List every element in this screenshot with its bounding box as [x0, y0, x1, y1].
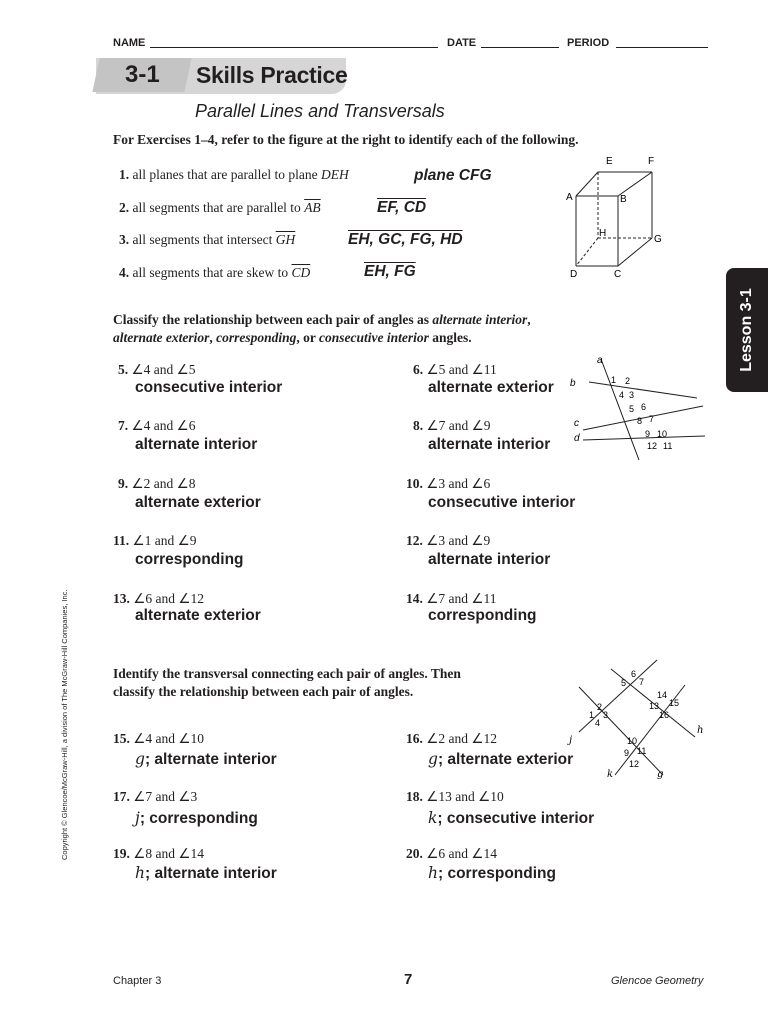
exercise-12: 12. ∠3 and ∠9 — [406, 533, 491, 548]
exercise-2: 2. all segments that are parallel to $\overline{AB}$ — [119, 200, 321, 215]
answer-18: k; consecutive interior — [428, 809, 595, 827]
exercise-19: 19. ∠8 and ∠14 — [113, 846, 204, 861]
page-title: Skills Practice — [196, 62, 348, 88]
svg-text:14: 14 — [657, 690, 668, 700]
exercise-17: 17. ∠7 and ∠3 — [113, 789, 198, 804]
answer-5: consecutive interior — [135, 379, 283, 396]
footer-book: Glencoe Geometry — [611, 975, 704, 987]
label-g: g — [657, 769, 664, 780]
label-j: j — [569, 735, 573, 746]
svg-text:7: 7 — [649, 414, 655, 424]
lesson-number-badge — [92, 58, 191, 92]
answer-20: h; corresponding — [428, 864, 556, 882]
exercise-1: 1. all planes that are parallel to plane DEH — [119, 167, 349, 182]
exercise-10: 10. ∠3 and ∠6 — [406, 476, 491, 491]
svg-text:15: 15 — [669, 698, 680, 708]
answer-11: corresponding — [135, 551, 244, 568]
label-C: C — [614, 269, 622, 280]
exercise-13: 13. ∠6 and ∠12 — [113, 591, 204, 606]
period-line — [616, 47, 708, 48]
answer-2: EF, CD — [377, 199, 427, 216]
svg-text:2: 2 — [625, 376, 631, 386]
exercise-14: 14. ∠7 and ∠11 — [406, 591, 497, 606]
svg-text:5: 5 — [621, 678, 627, 688]
svg-text:12: 12 — [629, 759, 640, 769]
name-line — [150, 47, 438, 48]
label-H: H — [599, 228, 607, 239]
date-line — [481, 47, 559, 48]
svg-text:2: 2 — [597, 702, 603, 712]
answer-14: corresponding — [428, 607, 537, 624]
answer-7: alternate interior — [135, 436, 258, 453]
exercise-6: 6. ∠5 and ∠11 — [413, 362, 497, 377]
section3-instruction: Identify the transversal connecting each pair of angles. Then classify the relationship between each pair of angles. — [113, 666, 461, 699]
svg-text:9: 9 — [645, 429, 651, 439]
answer-17: j; corresponding — [135, 809, 258, 827]
svg-text:16: 16 — [659, 710, 670, 720]
answer-19: h; alternate interior — [135, 864, 277, 882]
name-label: NAME — [113, 37, 146, 49]
svg-text:10: 10 — [627, 736, 638, 746]
exercise-7: 7. ∠4 and ∠6 — [118, 418, 196, 433]
label-E: E — [606, 156, 613, 167]
section2-instruction: Classify the relationship between each pair of angles as alternate interior, alternate exterior, corresponding, or consecutive interior angles. — [113, 312, 531, 345]
svg-text:9: 9 — [624, 748, 630, 758]
exercise-4: 4. all segments that are skew to $\overline{CD}$ — [119, 265, 311, 280]
answer-9: alternate exterior — [135, 494, 261, 511]
lesson-tab-label: Lesson 3-1 — [738, 288, 755, 372]
answer-13: alternate exterior — [135, 607, 261, 624]
answer-12: alternate interior — [428, 551, 551, 568]
copyright: Copyright © Glencoe/McGraw-Hill, a division of The McGraw-Hill Companies, Inc. — [60, 589, 69, 860]
svg-text:10: 10 — [657, 429, 668, 439]
lesson-tab-label-wrap — [726, 268, 768, 392]
transversal-grid-figure — [565, 655, 715, 785]
label-h: h — [697, 725, 704, 736]
exercise-8: 8. ∠7 and ∠9 — [413, 418, 491, 433]
label-A: A — [566, 192, 573, 203]
svg-text:6: 6 — [641, 402, 647, 412]
label-a: a — [597, 355, 603, 366]
svg-text:1: 1 — [589, 710, 595, 720]
answer-4: EH, FG — [364, 263, 416, 280]
answer-16: g; alternate exterior — [428, 750, 574, 768]
svg-text:8: 8 — [637, 416, 643, 426]
label-D: D — [570, 269, 578, 280]
exercise-18: 18. ∠13 and ∠10 — [406, 789, 504, 804]
label-k: k — [607, 769, 614, 780]
svg-text:4: 4 — [619, 390, 625, 400]
prism-figure — [560, 150, 680, 280]
exercise-15: 15. ∠4 and ∠10 — [113, 731, 204, 746]
label-b: b — [570, 378, 576, 389]
parallel-lines-figure — [565, 350, 715, 465]
svg-text:6: 6 — [631, 669, 637, 679]
svg-text:11: 11 — [663, 441, 673, 451]
period-label: PERIOD — [567, 37, 610, 49]
label-G: G — [654, 234, 662, 245]
svg-text:12: 12 — [647, 441, 658, 451]
date-label: DATE — [447, 37, 477, 49]
svg-text:1: 1 — [611, 375, 617, 385]
label-B: B — [620, 194, 627, 205]
answer-1: plane CFG — [414, 167, 492, 184]
exercise-20: 20. ∠6 and ∠14 — [406, 846, 497, 861]
lesson-number: 3-1 — [124, 61, 160, 88]
svg-text:3: 3 — [629, 390, 635, 400]
page-number: 7 — [404, 971, 413, 988]
svg-text:4: 4 — [595, 718, 601, 728]
label-F: F — [648, 156, 655, 167]
svg-text:11: 11 — [637, 746, 647, 756]
label-d: d — [574, 433, 580, 444]
answer-10: consecutive interior — [428, 494, 576, 511]
svg-text:7: 7 — [639, 677, 645, 687]
exercise-5: 5. ∠4 and ∠5 — [118, 362, 196, 377]
svg-text:13: 13 — [649, 701, 660, 711]
page-subtitle: Parallel Lines and Transversals — [195, 101, 445, 121]
label-c: c — [574, 418, 579, 429]
answer-15: g; alternate interior — [135, 750, 277, 768]
svg-text:5: 5 — [629, 404, 635, 414]
exercise-16: 16. ∠2 and ∠12 — [406, 731, 497, 746]
exercise-11: 11. ∠1 and ∠9 — [113, 533, 197, 548]
footer-chapter: Chapter 3 — [113, 975, 162, 987]
svg-text:3: 3 — [603, 710, 609, 720]
answer-6: alternate exterior — [428, 379, 554, 396]
exercise-9: 9. ∠2 and ∠8 — [118, 476, 196, 491]
answer-8: alternate interior — [428, 436, 551, 453]
answer-3: EH, GC, FG, HD — [348, 231, 463, 248]
exercise-3: 3. all segments that intersect $\overline{GH}$ — [119, 232, 296, 247]
section1-instruction: For Exercises 1–4, refer to the figure at the right to identify each of the following. — [113, 132, 579, 147]
